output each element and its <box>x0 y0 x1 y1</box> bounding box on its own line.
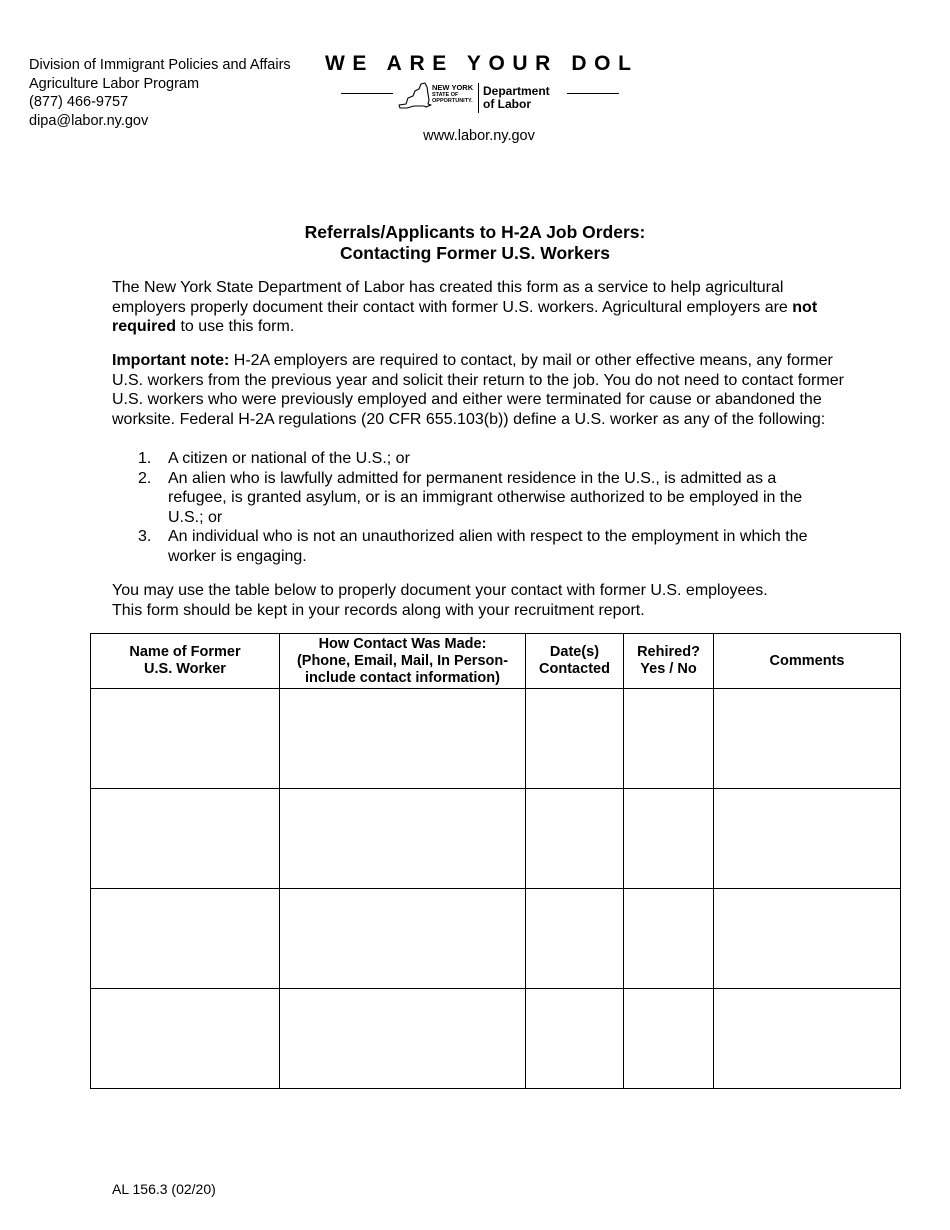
email-address: dipa@labor.ny.gov <box>29 112 149 129</box>
definition-text: A citizen or national of the U.S.; or <box>168 450 410 467</box>
definition-item <box>138 527 838 566</box>
important-note-label: Important note: <box>112 352 230 369</box>
logo-state-line2: STATE OF <box>432 92 459 98</box>
definition-text: An alien who is lawfully admitted for permanent residence in the U.S., is admitted as a refugee, is granted asylum, or is an immigrant otherwise authorized to be employed in the U.S.; or <box>168 469 803 526</box>
table-row <box>91 889 901 989</box>
comments-cell[interactable] <box>714 889 901 989</box>
header-contact-method <box>280 634 526 689</box>
logo-rule-left <box>341 93 393 94</box>
intro-paragraph <box>112 278 852 337</box>
logo-dept-line1: Department <box>483 84 550 98</box>
rehired-cell[interactable] <box>624 989 714 1089</box>
logo-department-text <box>483 85 550 111</box>
header-contact-method-line3: include contact information) <box>305 669 500 686</box>
rehired-cell[interactable] <box>624 789 714 889</box>
definition-number: 3. <box>138 528 152 545</box>
worker-name-cell[interactable] <box>91 889 280 989</box>
definition-item <box>138 469 838 528</box>
intro-bold-text: not required <box>112 298 818 335</box>
definition-item <box>138 449 838 469</box>
division-contact-block <box>29 56 291 130</box>
important-note-paragraph <box>112 351 852 429</box>
table-row <box>91 789 901 889</box>
new-york-state-map-icon <box>397 82 433 110</box>
header-contact-method-line1: How Contact Was Made: <box>318 635 487 652</box>
header-dates-contacted <box>526 634 624 689</box>
dates-contacted-cell[interactable] <box>526 989 624 1089</box>
header-worker-name-line2: U.S. Worker <box>144 661 226 677</box>
header-worker-name <box>91 634 280 689</box>
dates-contacted-cell[interactable] <box>526 889 624 989</box>
table-row <box>91 989 901 1089</box>
comments-cell[interactable] <box>714 989 901 1089</box>
important-note-text: H-2A employers are required to contact, by mail or other effective means, any former U.S. workers from the previous year and solicit their return to the job. You do not need to contact former U.S. workers who were previously employed and either were terminated for cause or abandoned the worksite. Federal H-2A regulations (20 CFR 655.103(b)) define a U.S. worker as any of the following: <box>112 352 844 428</box>
comments-cell[interactable] <box>714 689 901 789</box>
instructions-line2: This form should be kept in your records along with your recruitment report. <box>112 601 645 619</box>
dates-contacted-cell[interactable] <box>526 689 624 789</box>
logo-state-line3: OPPORTUNITY. <box>432 98 473 104</box>
definition-number: 1. <box>138 450 152 467</box>
header-dates-line2: Contacted <box>539 661 610 677</box>
logo-state-line1: NEW YORK <box>432 83 474 92</box>
dates-contacted-cell[interactable] <box>526 789 624 889</box>
table-row <box>91 689 901 789</box>
website-url: www.labor.ny.gov <box>423 128 535 144</box>
header-contact-method-line2: (Phone, Email, Mail, In Person- <box>296 652 509 669</box>
contact-method-cell[interactable] <box>280 989 526 1089</box>
slogan: WE ARE YOUR DOL <box>325 52 639 75</box>
contact-log-table <box>90 633 901 1089</box>
worker-name-cell[interactable] <box>91 789 280 889</box>
worker-name-cell[interactable] <box>91 989 280 1089</box>
division-name: Division of Immigrant Policies and Affairs <box>29 57 291 73</box>
form-title-line1: Referrals/Applicants to H-2A Job Orders: <box>304 222 646 242</box>
header-comments <box>714 634 901 689</box>
form-title-line2: Contacting Former U.S. Workers <box>339 243 610 263</box>
form-title <box>0 222 950 264</box>
us-worker-definition-list <box>138 449 838 566</box>
comments-cell[interactable] <box>714 789 901 889</box>
definition-number: 2. <box>138 469 152 487</box>
logo-state-text <box>432 84 473 104</box>
header-rehired <box>624 634 714 689</box>
header-rehired-line1: Rehired? <box>637 644 700 660</box>
contact-method-cell[interactable] <box>280 789 526 889</box>
logo-rule-right <box>567 93 619 94</box>
contact-method-cell[interactable] <box>280 889 526 989</box>
intro-text: The New York State Department of Labor has created this form as a service to help agricultural employers properly document their contact with former U.S. workers. Agricultural employers are <box>112 279 793 316</box>
rehired-cell[interactable] <box>624 889 714 989</box>
logo-dept-line2: of Labor <box>483 97 531 111</box>
phone-number: (877) 466-9757 <box>29 94 129 110</box>
rehired-cell[interactable] <box>624 689 714 789</box>
intro-text-end: to use this form. <box>176 318 295 335</box>
header-dates-line1: Date(s) <box>549 644 600 660</box>
header-worker-name-line1: Name of Former <box>129 644 241 660</box>
worker-name-cell[interactable] <box>91 689 280 789</box>
definition-text: An individual who is not an unauthorized alien with respect to the employment in which the worker is engaging. <box>168 528 808 565</box>
header-rehired-line2: Yes / No <box>640 661 697 677</box>
contact-method-cell[interactable] <box>280 689 526 789</box>
logo-divider <box>478 83 479 113</box>
program-name: Agriculture Labor Program <box>29 75 200 92</box>
header-comments-line1: Comments <box>769 652 845 669</box>
instructions-paragraph <box>112 581 852 620</box>
instructions-line1: You may use the table below to properly document your contact with former U.S. employees. <box>112 582 768 599</box>
table-header-row <box>91 634 901 689</box>
nys-dol-logo <box>341 82 621 114</box>
form-number: AL 156.3 (02/20) <box>112 1181 216 1197</box>
